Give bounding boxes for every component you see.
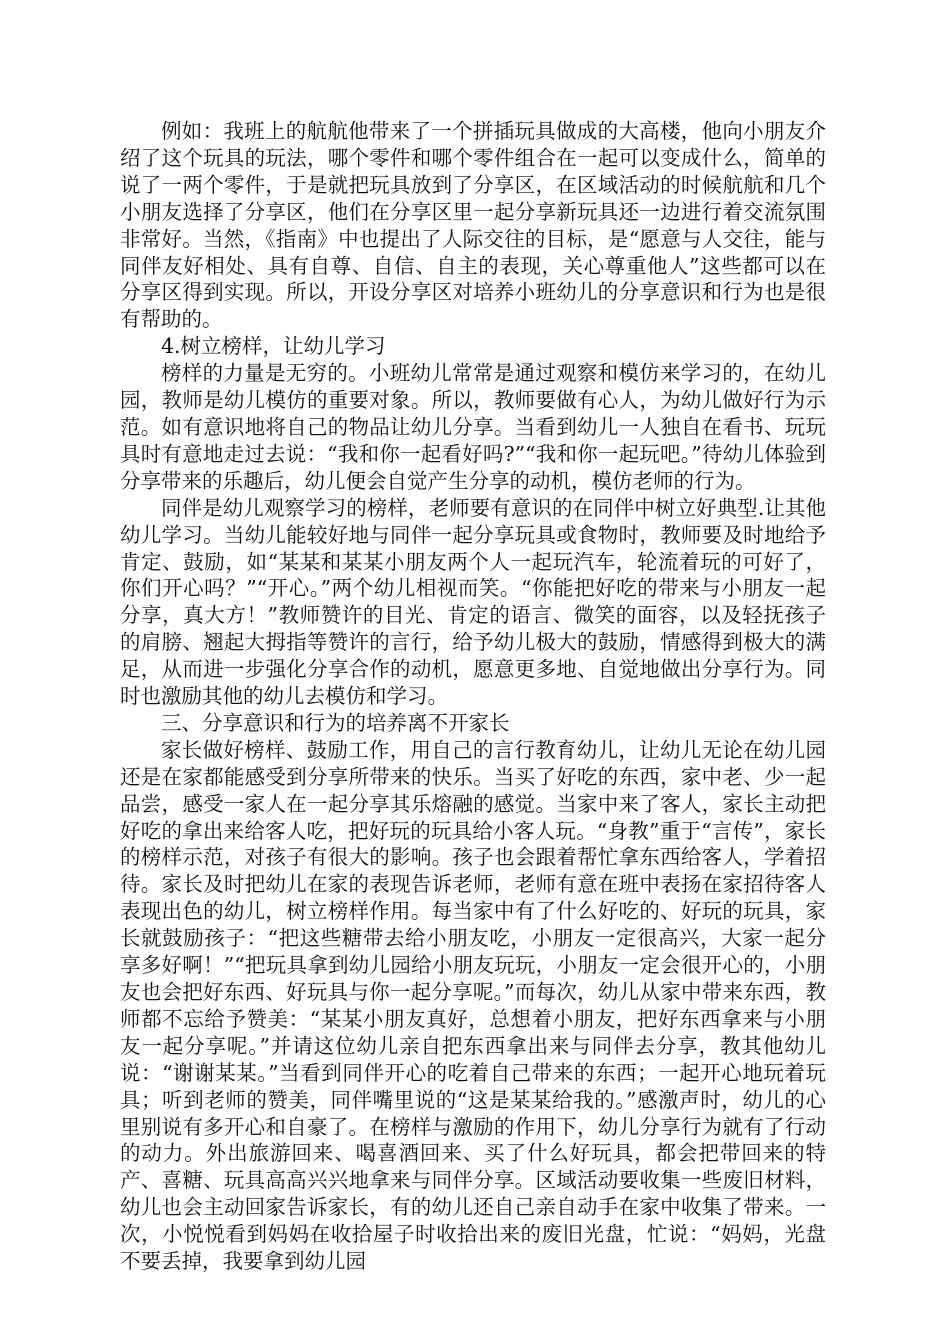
paragraph-peer-role-model: 同伴是幼儿观察学习的榜样，老师要有意识的在同伴中树立好典型.让其他幼儿学习。当幼儿能较好地与同伴一起分享玩具或食物时，教师要及时地给予肯定、鼓励，如“某某和某某小朋友两个人一起玩汽车，轮流着玩的可好了，你们开心吗？”“开心。”两个幼儿相视而笑。“你能把好吃的带来与小朋友一起分享，真大方！”教师赞许的目光、肯定的语言、微笑的面容，以及轻抚孩子的肩膀、翘起大拇指等赞许的言行，给予幼儿极大的鼓励，情感得到极大的满足，从而进一步强化分享合作的动机，愿意更多地、自觉地做出分享行为。同时也激励其他的幼儿去模仿和学习。 (120, 495, 826, 709)
paragraph-sharing-area-example: 例如：我班上的航航他带来了一个拼插玩具做成的大高楼，他向小朋友介绍了这个玩具的玩法，哪个零件和哪个零件组合在一起可以变成什么，简单的说了一两个零件，于是就把玩具放到了分享区，在区域活动的时候航航和几个小朋友选择了分享区，他们在分享区里一起分享新玩具还一边进行着交流氛围非常好。当然，《指南》中也提出了人际交往的目标，是“愿意与人交往，能与同伴友好相处、具有自尊、自信、自主的表现，关心尊重他人”这些都可以在分享区得到实现。所以，开设分享区对培养小班幼儿的分享意识和行为也是很有帮助的。 (120, 119, 826, 332)
document-body (120, 118, 826, 1275)
section-heading-role-model: 4.树立榜样，让幼儿学习 (161, 334, 386, 359)
paragraph-teacher-role-model: 榜样的力量是无穷的。小班幼儿常常是通过观察和模仿来学习的，在幼儿园，教师是幼儿模仿的重要对象。所以，教师要做有心人，为幼儿做好行为示范。如有意识地将自己的物品让幼儿分享。当看到幼儿一人独自在看书、玩玩具时有意地走过去说：“我和你一起看好吗?”“我和你一起玩吧。”待幼儿体验到分享带来的乐趣后，幼儿便会自觉产生分享的动机，模仿老师的行为。 (120, 361, 826, 493)
paragraph-parents-role: 家长做好榜样、鼓励工作，用自己的言行教育幼儿，让幼儿无论在幼儿园还是在家都能感受到分享所带来的快乐。当买了好吃的东西，家中老、少一起品尝，感受一家人在一起分享其乐熔融的感觉。当家中来了客人，家长主动把好吃的拿出来给客人吃，把好玩的玩具给小客人玩。“身教”重于“言传”，家长的榜样示范，对孩子有很大的影响。孩子也会跟着帮忙拿东西给客人，学着招待。家长及时把幼儿在家的表现告诉老师，老师有意在班中表扬在家招待客人表现出色的幼儿，树立榜样作用。每当家中有了什么好吃的、好玩的玩具，家长就鼓励孩子：“把这些糖带去给小朋友吃，小朋友一定很高兴，大家一起分享多好啊！”“把玩具拿到幼儿园给小朋友玩玩，小朋友一定会很开心的，小朋友也会把好东西、好玩具与你一起分享呢。”而每次，幼儿从家中带来东西，教师都不忘给予赞美：“某某小朋友真好，总想着小朋友，把好东西拿来与小朋友一起分享呢。”并请这位幼儿亲自把东西拿出来与同伴去分享，教其他幼儿说：“谢谢某某。”当看到同伴开心的吃着自己带来的东西；一起开心地玩着玩具；听到老师的赞美，同伴嘴里说的“这是某某给我的。”感激声时，幼儿的心里别说有多开心和自豪了。在榜样与激励的作用下，幼儿分享行为就有了行动的动力。外出旅游回来、喝喜酒回来、买了什么好玩具，都会把带回来的特产、喜糖、玩具高高兴兴地拿来与同伴分享。区域活动要收集一些废旧材料，幼儿也会主动回家告诉家长，有的幼儿还自己亲自动手在家中收集了带来。一次，小悦悦看到妈妈在收拾屋子时收拾出来的废旧光盘，忙说：“妈妈，光盘不要丢掉，我要拿到幼儿园 (120, 737, 826, 1274)
section-heading-parents: 三、分享意识和行为的培养离不开家长 (161, 710, 510, 735)
